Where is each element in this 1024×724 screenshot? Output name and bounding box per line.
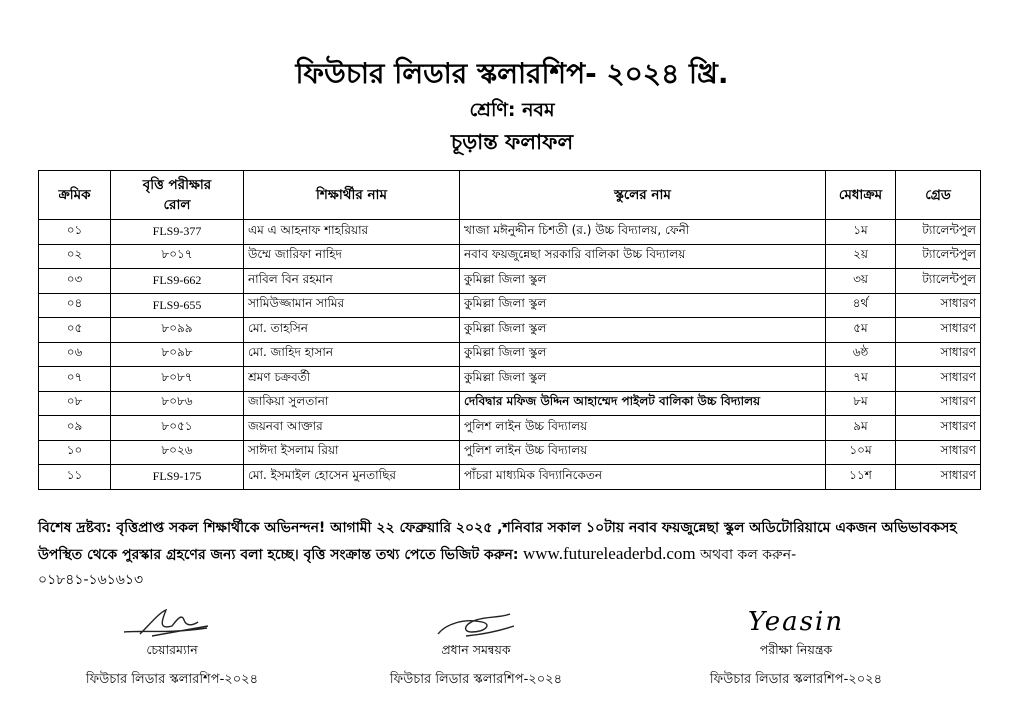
header-merit: মেধাক্রম bbox=[826, 171, 896, 220]
cell-roll: FLS9-175 bbox=[111, 465, 244, 490]
cell-merit: ৭ম bbox=[826, 367, 896, 392]
signature-coordinator bbox=[346, 604, 606, 640]
signature-org-chairman: ফিউচার লিডার স্কলারশিপ-২০২৪ bbox=[85, 672, 259, 687]
table-row bbox=[39, 244, 981, 269]
note-tail: অথবা কল করুন- bbox=[700, 547, 797, 563]
header-serial: ক্রমিক bbox=[39, 171, 111, 220]
cell-grade: সাধারণ bbox=[896, 416, 981, 441]
cell-merit: ৩য় bbox=[826, 269, 896, 294]
results-table bbox=[38, 170, 981, 490]
cell-roll: FLS9-655 bbox=[111, 293, 244, 318]
cell-school: কুমিল্লা জিলা স্কুল bbox=[460, 318, 826, 343]
signature-org-coordinator: ফিউচার লিডার স্কলারশিপ-২০২৪ bbox=[389, 672, 563, 687]
signature-block-chairman bbox=[42, 604, 302, 691]
cell-roll: ৮০৯৮ bbox=[111, 342, 244, 367]
cell-roll: ৮০৫১ bbox=[111, 416, 244, 441]
table-row bbox=[39, 367, 981, 392]
cell-school: কুমিল্লা জিলা স্কুল bbox=[460, 342, 826, 367]
cell-name: নাবিল বিন রহমান bbox=[244, 269, 460, 294]
cell-roll: ৮০৯৯ bbox=[111, 318, 244, 343]
cell-merit: ৪র্থ bbox=[826, 293, 896, 318]
cell-serial: ০৮ bbox=[39, 391, 111, 416]
cell-grade: ট্যালেন্টপুল bbox=[896, 220, 981, 245]
header-grade: গ্রেড bbox=[896, 171, 981, 220]
cell-roll: ৮০১৭ bbox=[111, 244, 244, 269]
cell-serial: ০৫ bbox=[39, 318, 111, 343]
cell-grade: ট্যালেন্টপুল bbox=[896, 269, 981, 294]
cell-school: পাঁচরা মাধ্যমিক বিদ্যানিকেতন bbox=[460, 465, 826, 490]
note-lead: বিশেষ দ্রষ্টব্য: বৃত্তিপ্রাপ্ত সকল শিক্ষার্থীকে অভিনন্দন! আগামী ২২ ফেব্রুয়ারি ২০২৫ ,শনিবার সকাল ১০টায় নবাব ফয়জুন্নেছা স্কুল অডিটোরিয়ামে একজন অভিভাবকসহ উপস্থিত থেকে পুরস্কার গ্রহণের জন্য বলা হচ্ছে। বৃত্তি সংক্রান্ত তথ্য পেতে ভিজিট করুন: bbox=[38, 520, 957, 563]
header-roll-line1: বৃত্তি পরীক্ষার bbox=[142, 177, 212, 193]
table-row bbox=[39, 220, 981, 245]
table-row bbox=[39, 293, 981, 318]
cell-grade: সাধারণ bbox=[896, 440, 981, 465]
cell-school: পুলিশ লাইন উচ্চ বিদ্যালয় bbox=[460, 416, 826, 441]
cell-school: কুমিল্লা জিলা স্কুল bbox=[460, 367, 826, 392]
cell-school: খাজা মঈনুদ্দীন চিশতী (র.) উচ্চ বিদ্যালয়, ফেনী bbox=[460, 220, 826, 245]
cell-merit: ৬ষ্ঠ bbox=[826, 342, 896, 367]
cell-grade: সাধারণ bbox=[896, 391, 981, 416]
note-website: www.futureleaderbd.com bbox=[522, 544, 696, 563]
document-title: ফিউচার লিডার স্কলারশিপ- ২০২৪ খ্রি. bbox=[295, 57, 729, 90]
cell-name: উম্মে জারিফা নাহিদ bbox=[244, 244, 460, 269]
cell-name: মো. ইসমাইল হোসেন মুনতাছির bbox=[244, 465, 460, 490]
signature-block-controller bbox=[666, 604, 926, 691]
signature-controller bbox=[666, 604, 926, 640]
cell-name: মো. জাহিদ হাসান bbox=[244, 342, 460, 367]
header-roll-line2: রোল bbox=[163, 197, 191, 213]
document-subtitle: চূড়ান্ত ফলাফল bbox=[450, 130, 574, 154]
signature-role-controller: পরীক্ষা নিয়ন্ত্রক bbox=[759, 642, 833, 657]
table-row bbox=[39, 440, 981, 465]
class-line: শ্রেণি: নবম bbox=[469, 99, 555, 121]
signature-role-chairman: চেয়ারম্যান bbox=[146, 642, 198, 657]
cell-serial: ০৩ bbox=[39, 269, 111, 294]
cell-grade: সাধারণ bbox=[896, 318, 981, 343]
signature-org-controller: ফিউচার লিডার স্কলারশিপ-২০২৪ bbox=[709, 672, 883, 687]
cell-serial: ০৬ bbox=[39, 342, 111, 367]
cell-serial: ০৪ bbox=[39, 293, 111, 318]
table-row bbox=[39, 465, 981, 490]
cell-name: এম এ আহনাফ শাহরিয়ার bbox=[244, 220, 460, 245]
cell-serial: ০২ bbox=[39, 244, 111, 269]
cell-name: সামিউজ্জামান সামির bbox=[244, 293, 460, 318]
cell-merit: ১ম bbox=[826, 220, 896, 245]
note-phone: ০১৮৪১-১৬১৬১৩ bbox=[38, 572, 144, 588]
table-row bbox=[39, 269, 981, 294]
cell-serial: ০৯ bbox=[39, 416, 111, 441]
cell-grade: সাধারণ bbox=[896, 342, 981, 367]
table-row bbox=[39, 391, 981, 416]
cell-name: সাঈদা ইসলাম রিয়া bbox=[244, 440, 460, 465]
cell-school: কুমিল্লা জিলা স্কুল bbox=[460, 269, 826, 294]
cell-roll: FLS9-662 bbox=[111, 269, 244, 294]
cell-merit: ৯ম bbox=[826, 416, 896, 441]
signature-role-coordinator: প্রধান সমন্বয়ক bbox=[441, 642, 511, 657]
cell-serial: ০৭ bbox=[39, 367, 111, 392]
cell-merit: ৮ম bbox=[826, 391, 896, 416]
special-note bbox=[38, 516, 988, 593]
cell-merit: ১১শ bbox=[826, 465, 896, 490]
table-row bbox=[39, 416, 981, 441]
table-header-row bbox=[39, 171, 981, 220]
cell-roll: ৮০৮৬ bbox=[111, 391, 244, 416]
cell-grade: সাধারণ bbox=[896, 367, 981, 392]
cell-merit: ৫ম bbox=[826, 318, 896, 343]
cell-school: পুলিশ লাইন উচ্চ বিদ্যালয় bbox=[460, 440, 826, 465]
header-name: শিক্ষার্থীর নাম bbox=[244, 171, 460, 220]
table-row bbox=[39, 342, 981, 367]
cell-serial: ১১ bbox=[39, 465, 111, 490]
cell-merit: ২য় bbox=[826, 244, 896, 269]
cell-serial: ০১ bbox=[39, 220, 111, 245]
cell-roll: FLS9-377 bbox=[111, 220, 244, 245]
cell-merit: ১০ম bbox=[826, 440, 896, 465]
header-roll bbox=[111, 171, 244, 220]
cell-grade: সাধারণ bbox=[896, 465, 981, 490]
signature-block-coordinator bbox=[346, 604, 606, 691]
cell-grade: ট্যালেন্টপুল bbox=[896, 244, 981, 269]
signature-handwriting: Yeasin bbox=[747, 607, 845, 637]
cell-roll: ৮০৮৭ bbox=[111, 367, 244, 392]
cell-name: জয়নবা আক্তার bbox=[244, 416, 460, 441]
header-school: স্কুলের নাম bbox=[460, 171, 826, 220]
cell-school: নবাব ফয়জুন্নেছা সরকারি বালিকা উচ্চ বিদ্যালয় bbox=[460, 244, 826, 269]
table-row bbox=[39, 318, 981, 343]
cell-name: জাকিয়া সুলতানা bbox=[244, 391, 460, 416]
cell-serial: ১০ bbox=[39, 440, 111, 465]
cell-name: শ্রমণ চক্রবর্তী bbox=[244, 367, 460, 392]
cell-school: দেবিদ্বার মফিজ উদ্দিন আহাম্মেদ পাইলট বালিকা উচ্চ বিদ্যালয় bbox=[460, 391, 826, 416]
cell-grade: সাধারণ bbox=[896, 293, 981, 318]
cell-roll: ৮০২৬ bbox=[111, 440, 244, 465]
cell-name: মো. তাহসিন bbox=[244, 318, 460, 343]
signature-chairman bbox=[42, 604, 302, 640]
cell-school: কুমিল্লা জিলা স্কুল bbox=[460, 293, 826, 318]
